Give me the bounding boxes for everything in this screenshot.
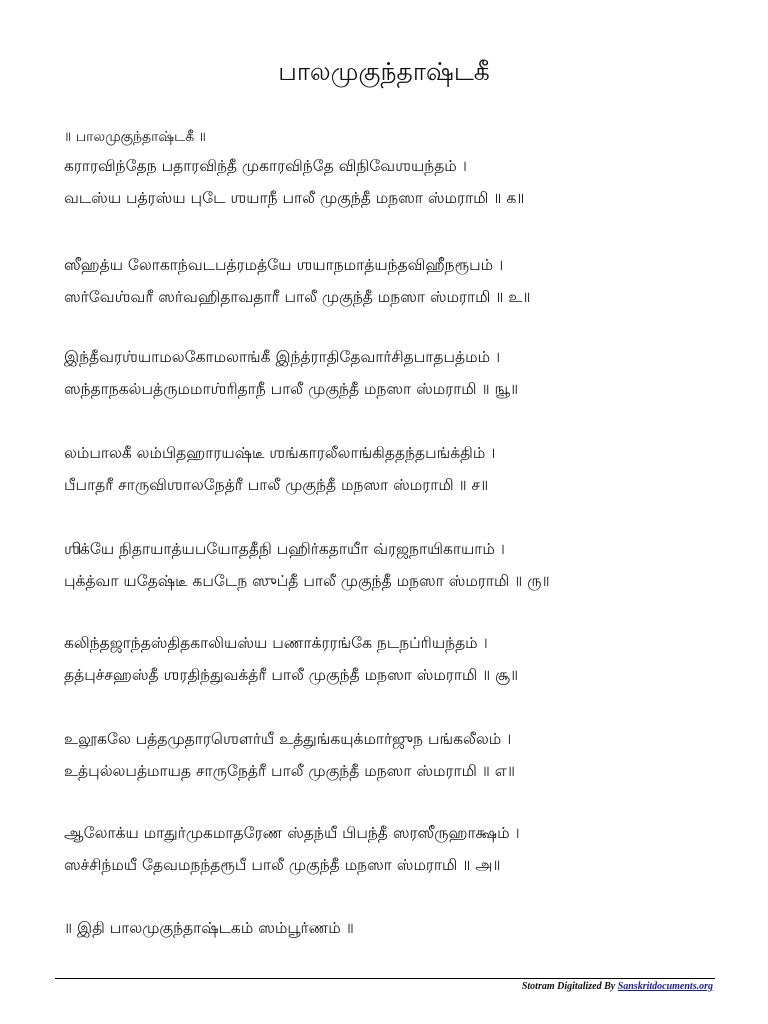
verse-line: ஸர்வேஶ்வரீ ஸர்வஹிதாவதாரீ பாலீ முகுந்தீ மநஸா ஸ்மராமி ॥ உ॥: [64, 288, 531, 306]
verse-5: [64, 533, 744, 597]
verse-6: [64, 627, 744, 691]
verse-line: இந்தீவரஶ்யாமலகோமலாங்கீ இந்த்ராதிதேவார்சிதபாதபத்மம் ।: [64, 348, 501, 366]
verse-line: தத்புச்சஹஸ்தீ ஶரதிந்துவக்த்ரீ பாலீ முகுந்தீ மநஸா ஸ்மராமி ॥ சூ॥: [64, 666, 519, 684]
footer-label: Stotram Digitalized By: [521, 981, 616, 992]
footer-credit: [522, 980, 713, 993]
verse-2: [64, 249, 744, 313]
verse-7: [64, 723, 744, 787]
verse-line: புக்த்வா யதேஷ்டீ கபடேந ஸுப்தீ பாலீ முகுந்தீ மநஸா ஸ்மராமி ॥ ரு॥: [64, 572, 550, 590]
verse-line: உத்புல்லபத்மாயத சாருநேத்ரீ பாலீ முகுந்தீ மநஸா ஸ்மராமி ॥ எ॥: [64, 762, 515, 780]
verse-3: [64, 341, 744, 405]
verse-line: ஸச்சிந்மயீ தேவமநந்தரூபீ பாலீ முகுந்தீ மநஸா ஸ்மராமி ॥ அ॥: [64, 856, 501, 874]
verse-line: ஆலோக்ய மாதுர்முகமாதரேண ஸ்தந்யீ பிபந்தீ ஸரஸீருஹாக்ஷம் ।: [64, 824, 520, 842]
verse-line: ஸந்தாநகல்பத்ருமமாஶ்ரிதாநீ பாலீ முகுந்தீ மநஸா ஸ்மராமி ॥ ஙூ॥: [64, 380, 519, 398]
verse-line: ஶிக்யே நிதாயாத்யபயோததீநி பஹிர்கதாயாீ வ்ரஜநாயிகாயாம் ।: [64, 540, 505, 558]
verse-line: ஸீஹத்ய லோகாந்வடபத்ரமத்யே ஶயாநமாத்யந்தவிஹீநரூபம் ।: [64, 256, 504, 274]
verse-line: கராரவிந்தேந பதாரவிந்தீ முகாரவிந்தே விநிவேஶயந்தம் ।: [64, 157, 467, 175]
verse-1: [64, 150, 744, 214]
verse-4: [64, 437, 744, 501]
verse-line: வடஸ்ய பத்ரஸ்ய புடே ஶயாநீ பாலீ முகுந்தீ மநஸா ஸ்மராமி ॥ க॥: [64, 189, 525, 207]
footer-link[interactable]: Sanskritdocuments.org: [617, 981, 713, 992]
verse-line: கலிந்தஜாந்தஸ்திதகாலியஸ்ய பணாக்ரரங்கே நடநப்ரியந்தம் ।: [64, 634, 488, 652]
verse-line: பீபாதரீ சாருவிஶாலநேத்ரீ பாலீ முகுந்தீ மநஸா ஸ்மராமி ॥ ச॥: [64, 476, 489, 494]
footer-divider: [55, 978, 715, 979]
closing-line: ॥ இதி பாலமுகுந்தாஷ்டகம் ஸம்பூர்ணம் ॥: [64, 919, 354, 937]
verse-8: [64, 817, 744, 881]
verse-line: உலூகலே பத்தமுதாரஶௌர்யீ உத்துங்கயுக்மார்ஜுந பங்கலீலம் ।: [64, 730, 512, 748]
verse-line: லம்பாலகீ லம்பிதஹாரயஷ்டீ ஶங்காரலீலாங்கிததந்தபங்க்திம் ।: [64, 444, 496, 462]
intro-heading: ॥ பாலமுகுந்தாஷ்டகீ ॥: [64, 129, 206, 145]
page-title: பாலமுகுந்தாஷ்டகீ: [278, 57, 490, 86]
